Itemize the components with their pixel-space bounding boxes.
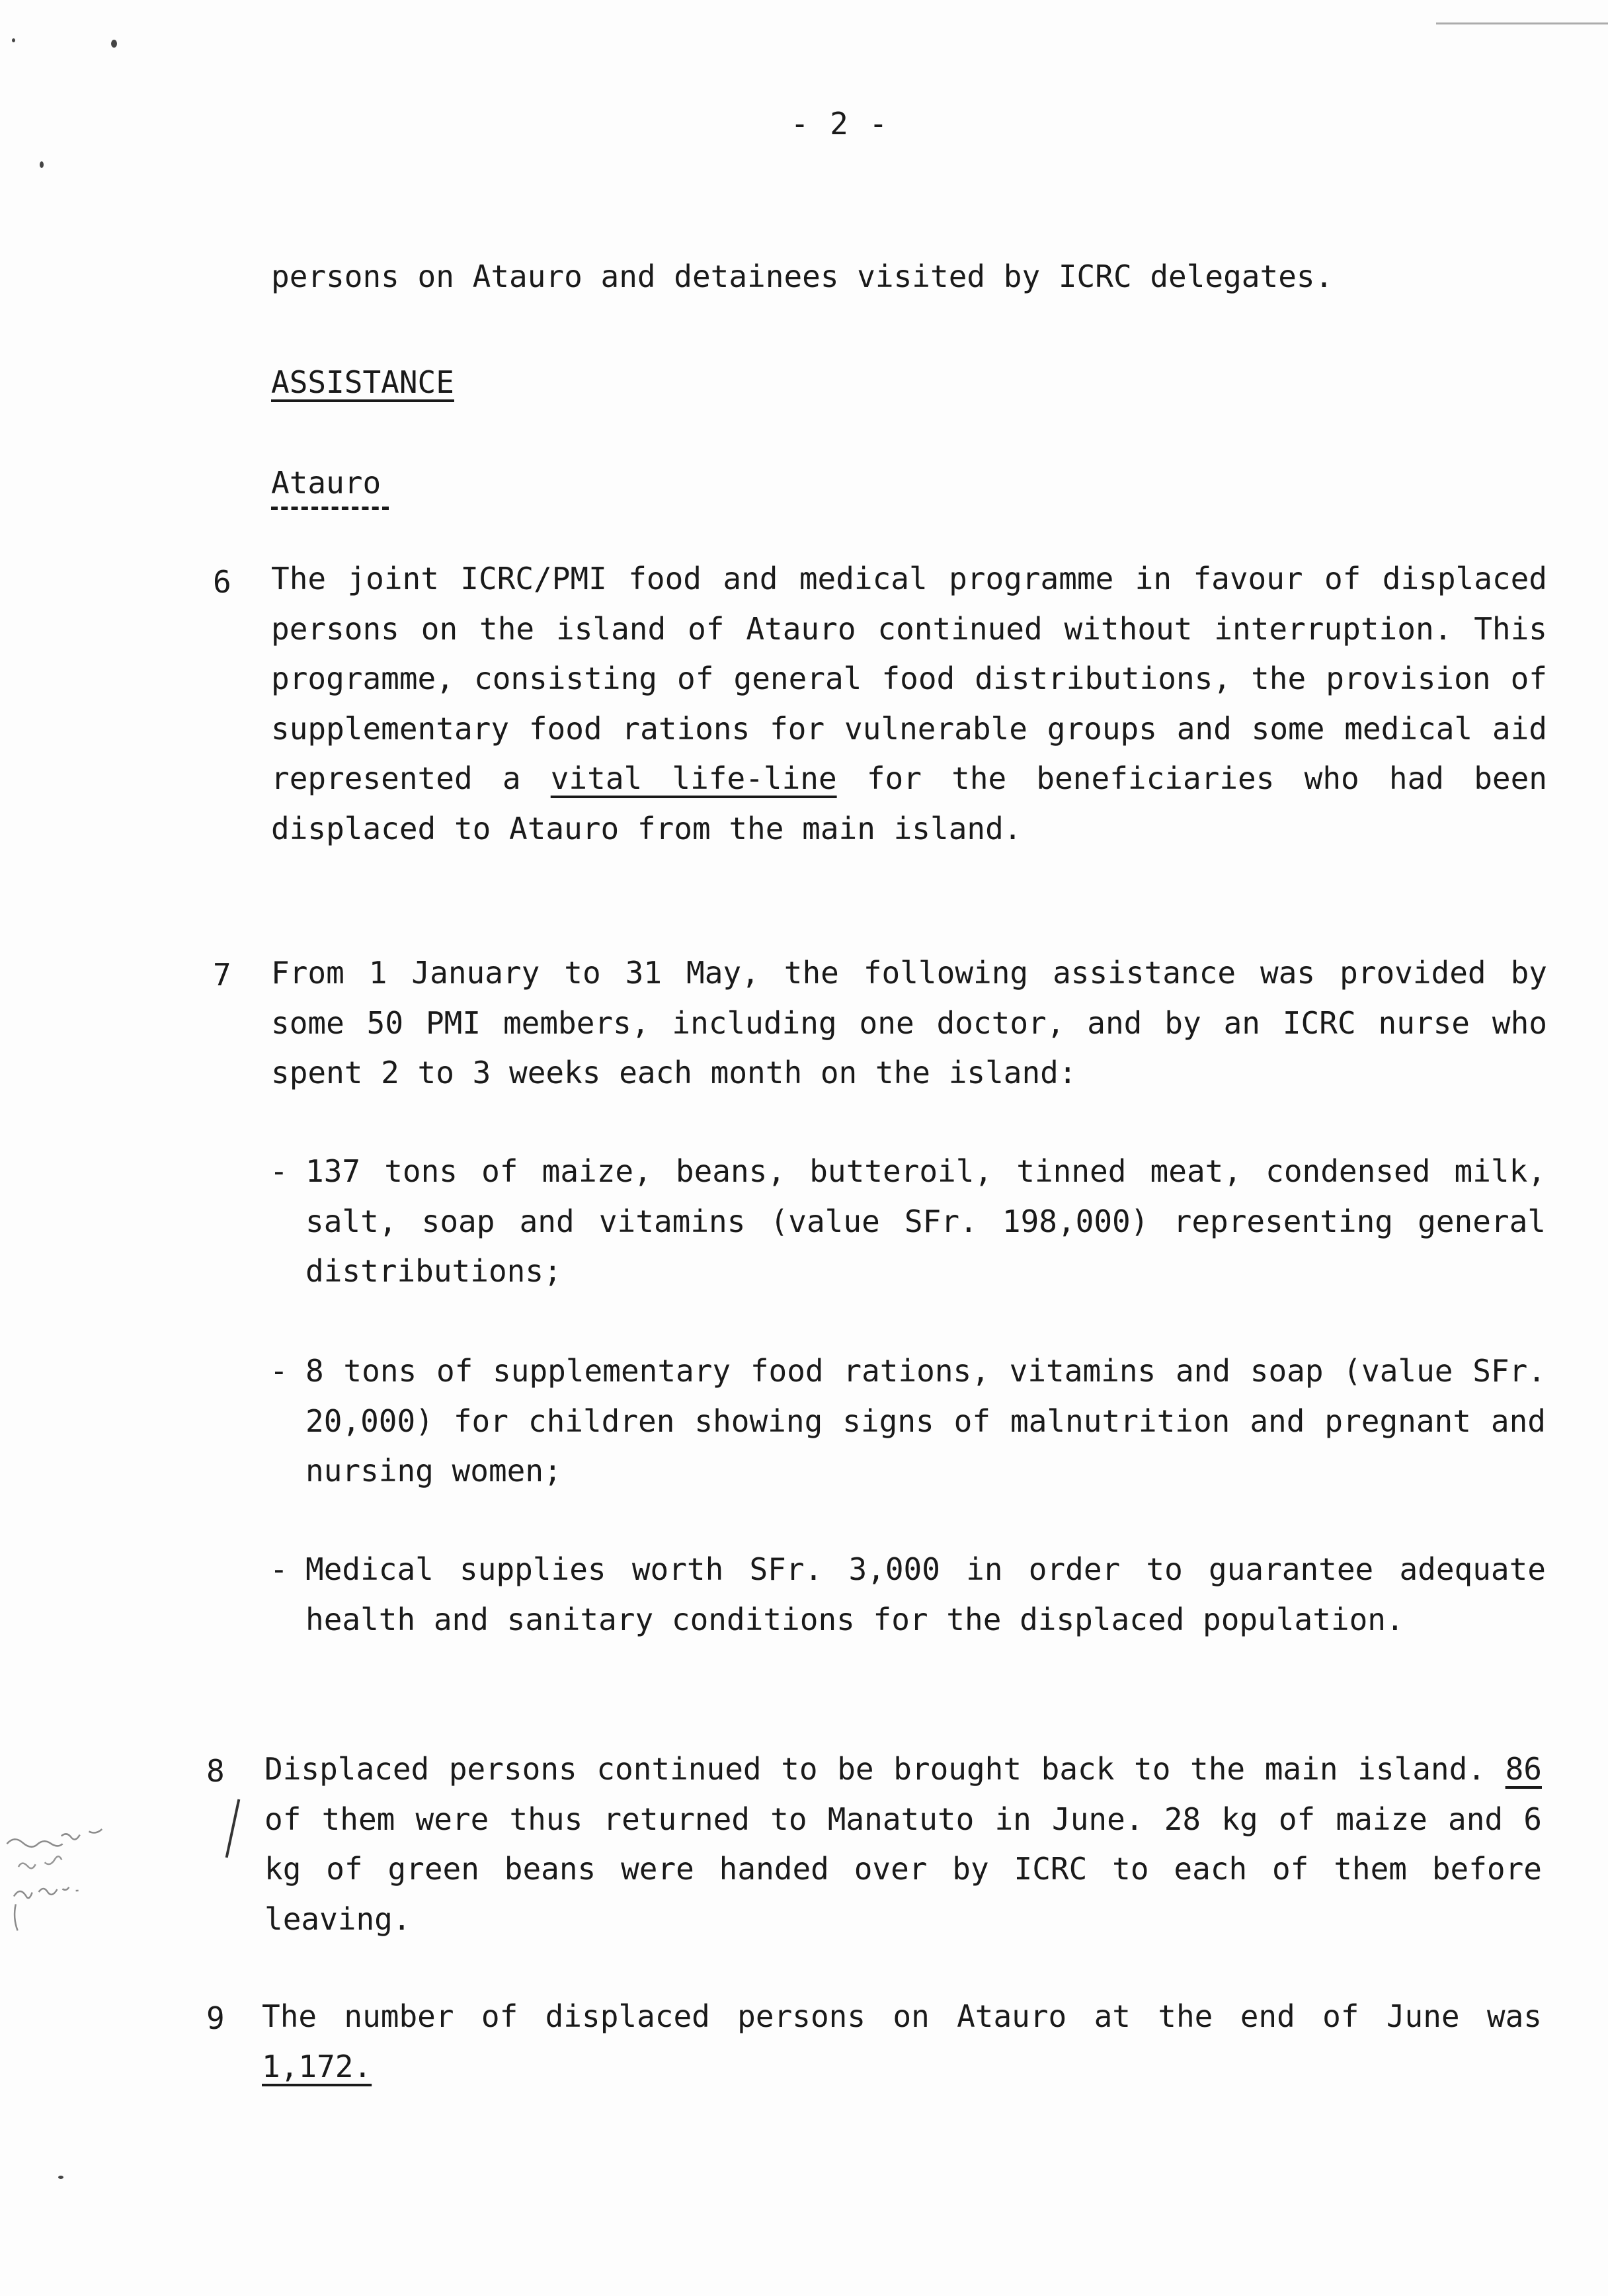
scan-speck (40, 161, 44, 168)
subsection-heading-underline (271, 507, 389, 510)
paragraph-number: 9 (206, 2000, 225, 2036)
paragraph-number: 7 (213, 957, 231, 993)
bullet-dash: - (270, 1353, 288, 1389)
page-number: - 2 - (790, 106, 889, 142)
section-heading: ASSISTANCE (271, 364, 454, 400)
bullet-item (270, 1147, 1546, 1297)
underlined-number: 1,172. (262, 2048, 372, 2084)
paragraph-text: The number of displaced persons on Atauro at the end of June was (262, 1998, 1542, 2034)
underlined-number: 86 (1505, 1751, 1542, 1787)
paragraph-7: From 1 January to 31 May, the following assistance was provided by some 50 PMI members, including one doctor, and by an ICRC nurse who spent 2 to 3 weeks each month on the island: (271, 955, 1547, 1090)
handwriting-scribble-icon (3, 1821, 155, 1943)
bullet-item (270, 1346, 1546, 1496)
bullet-dash: - (270, 1153, 288, 1189)
scan-speck (58, 2176, 63, 2179)
paragraph-text: Displaced persons continued to be brought back to the main island. (264, 1751, 1506, 1787)
paragraph-text: The joint ICRC/PMI food and medical programme in favour of displaced persons on the island of Atauro continued without interruption. This programme, consisting of general food distributions, the provision of supplementary food rations for vulnerable groups and some medical aid represented a (271, 561, 1547, 796)
intro-line: persons on Atauro and detainees visited by ICRC delegates. (271, 259, 1334, 294)
paragraph-number: 8 (206, 1753, 225, 1789)
scan-speck (111, 40, 117, 48)
paragraph-6 (271, 554, 1547, 854)
bullet-dash: - (270, 1551, 288, 1587)
margin-mark (225, 1799, 241, 1858)
subsection-heading: Atauro (271, 465, 382, 501)
scan-edge-mark (1436, 22, 1608, 24)
paragraph-8 (264, 1744, 1542, 1944)
handwritten-margin-note (3, 1820, 169, 1949)
bullet-text: 8 tons of supplementary food rations, vitamins and soap (value SFr. 20,000) for children showing signs of malnutrition and pregnant and nursing women; (305, 1353, 1546, 1489)
bullet-item (270, 1545, 1546, 1645)
paragraph-text: for the beneficiaries who had been displaced to Atauro from the main island. (271, 760, 1547, 846)
bullet-text: 137 tons of maize, beans, butteroil, tinned meat, condensed milk, salt, soap and vitamins (value SFr. 198,000) representing general distributions; (305, 1153, 1546, 1289)
underlined-phrase: vital life-line (550, 760, 837, 796)
paragraph-9 (262, 1992, 1542, 2092)
paragraph-text: of them were thus returned to Manatuto in June. 28 kg of maize and 6 kg of green beans were handed over by ICRC to each of them before leaving. (264, 1801, 1542, 1937)
paragraph-number: 6 (213, 564, 231, 600)
scan-speck (12, 38, 15, 42)
bullet-text: Medical supplies worth SFr. 3,000 in order to guarantee adequate health and sanitary conditions for the displaced population. (305, 1551, 1546, 1637)
